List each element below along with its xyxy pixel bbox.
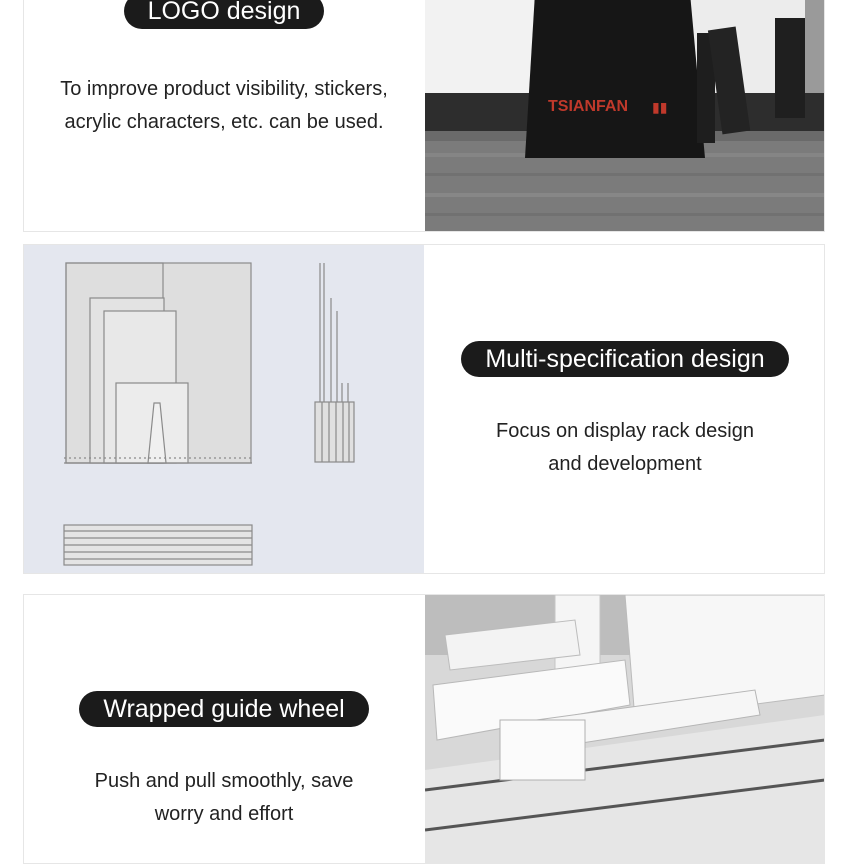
guide-wheel-desc-line2: worry and effort — [154, 803, 294, 825]
logo-chinese-mark: ▮▮ — [652, 99, 668, 115]
section-guide-wheel — [23, 594, 825, 864]
section-multi-specification — [23, 244, 825, 574]
section-logo-design — [23, 0, 825, 232]
logo-design-desc-line1: To improve product visibility, stickers, — [60, 78, 388, 100]
guide-wheel-badge: Wrapped guide wheel — [79, 691, 368, 727]
technical-drawing — [24, 245, 424, 573]
multi-spec-badge: Multi-specification design — [461, 341, 788, 377]
logo-text-panel — [24, 0, 424, 231]
tsianfan-logo-text: TSIANFAN — [548, 98, 628, 115]
guide-wheel-photo — [425, 595, 825, 863]
multi-spec-text-panel — [424, 245, 825, 573]
logo-design-badge: LOGO design — [124, 0, 325, 29]
guide-wheel-photo-image — [425, 595, 825, 864]
technical-drawing-image — [24, 245, 424, 574]
guide-wheel-text-panel — [24, 595, 424, 863]
multi-spec-desc-line2: and development — [548, 453, 702, 475]
logo-photo — [425, 0, 825, 231]
guide-wheel-desc-line1: Push and pull smoothly, save — [94, 770, 354, 792]
multi-spec-desc-line1: Focus on display rack design — [496, 420, 754, 442]
logo-photo-image — [425, 0, 825, 232]
logo-design-desc-line2: acrylic characters, etc. can be used. — [64, 111, 384, 133]
